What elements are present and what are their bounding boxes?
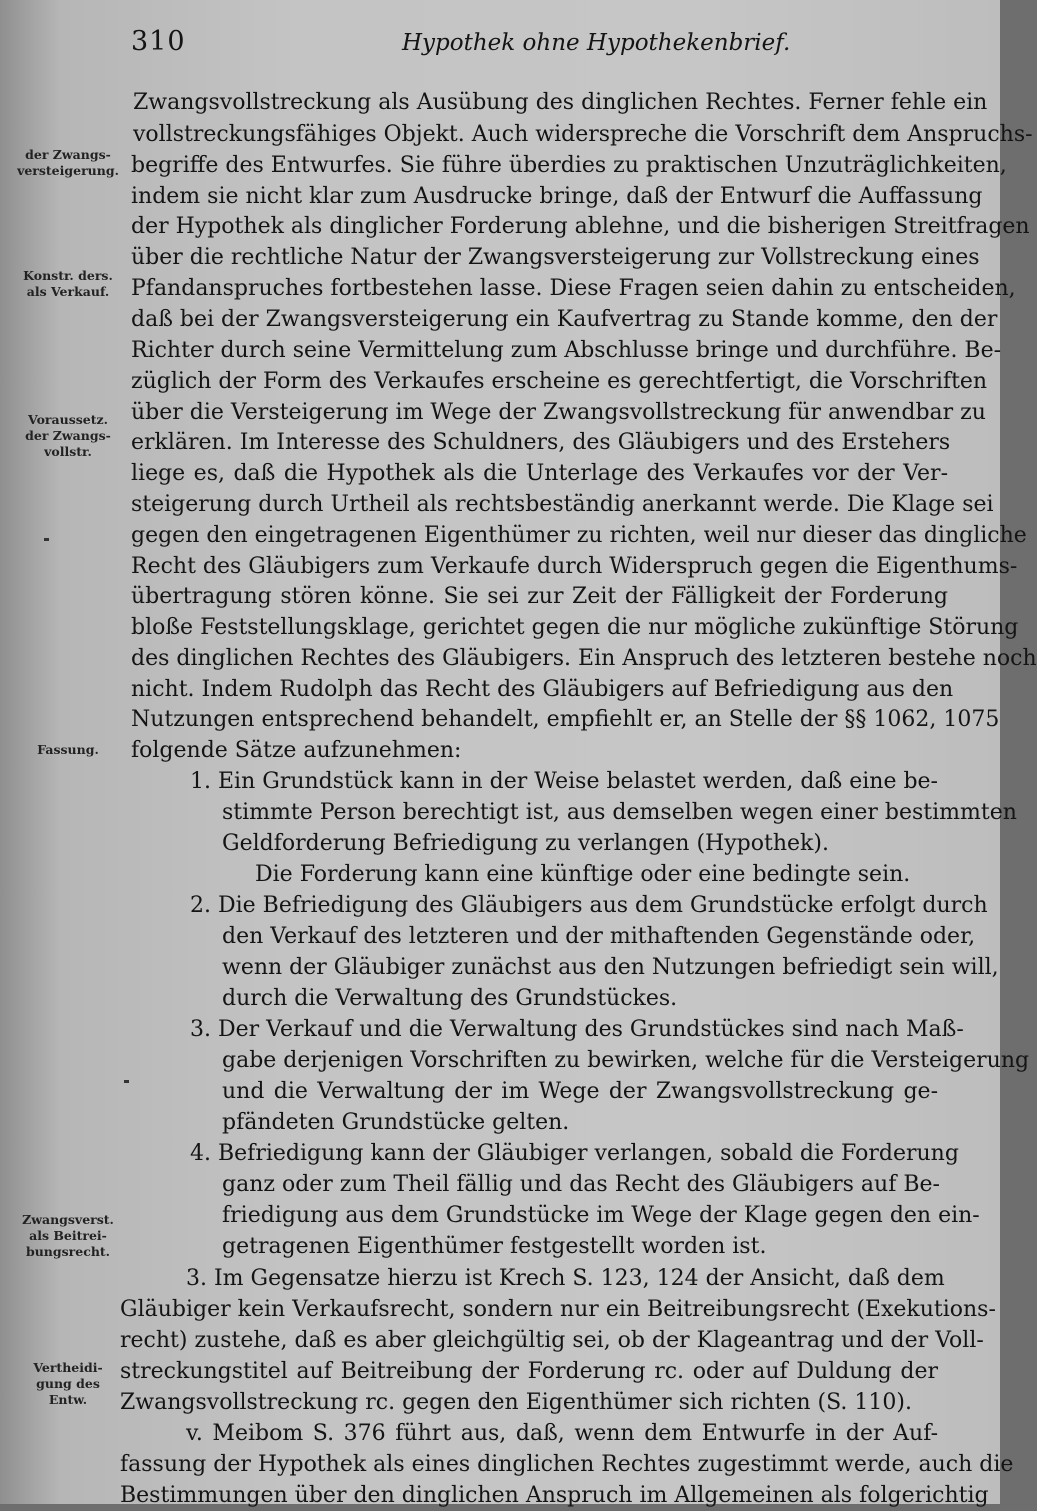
- text-line: recht) zustehe, daß es aber gleichgültig sei, ob der Klageantrag und der Voll-: [120, 1328, 984, 1353]
- list-item-4: 4. Befriedigung kann der Gläubiger verlangen, sobald die Forderung: [190, 1141, 959, 1166]
- text-line: erklären. Im Interesse des Schuldners, des Gläubigers und des Erstehers: [131, 430, 951, 455]
- text-line: Geldforderung Befriedigung zu verlangen (Hypothek).: [222, 831, 829, 856]
- text-line: 3. Im Gegensatze hierzu ist Krech S. 123, 124 der Ansicht, daß dem: [186, 1266, 945, 1291]
- text-line: fassung der Hypothek als eines dinglichen Rechtes zugestimmt werde, auch die: [120, 1452, 1014, 1477]
- margin-note: Voraussetz. der Zwangs- vollstr.: [25, 412, 111, 459]
- text-line: Zwangsvollstreckung rc. gegen den Eigenthümer sich richten (S. 110).: [120, 1390, 912, 1415]
- text-line: Pfandanspruches fortbestehen lasse. Diese Fragen seien dahin zu entscheiden,: [131, 276, 1016, 301]
- text-line: über die Versteigerung im Wege der Zwangsvollstreckung für anwendbar zu: [131, 400, 986, 425]
- text-line: über die rechtliche Natur der Zwangsversteigerung zur Vollstreckung eines: [131, 245, 980, 270]
- text-line: gabe derjenigen Vorschriften zu bewirken, welche für die Versteigerung: [222, 1048, 1030, 1073]
- text-line: Gläubiger kein Verkaufsrecht, sondern nur ein Beitreibungsrecht (Exekutions-: [120, 1297, 996, 1322]
- text-line: Nutzungen entsprechend behandelt, empfiehlt er, an Stelle der §§ 1062, 1075: [131, 707, 1000, 732]
- margin-note: Vertheidi- gung des Entw.: [33, 1360, 103, 1407]
- text-line: getragenen Eigenthümer festgestellt worden ist.: [222, 1234, 767, 1259]
- list-item-3: 3. Der Verkauf und die Verwaltung des Grundstückes sind nach Maß-: [190, 1017, 964, 1042]
- text-line: begriffe des Entwurfes. Sie führe überdies zu praktischen Unzuträglichkeiten,: [131, 153, 1007, 178]
- page-number: 310: [131, 26, 186, 57]
- margin-note: Fassung.: [37, 742, 99, 757]
- running-title: Hypothek ohne Hypothekenbrief.: [402, 30, 791, 56]
- text-line: vollstreckungsfähiges Objekt. Auch widerspreche die Vorschrift dem Anspruchs-: [133, 122, 1033, 147]
- text-line: übertragung stören könne. Sie sei zur Zeit der Fälligkeit der Forderung: [131, 584, 948, 609]
- text-line: Richter durch seine Vermittelung zum Abschlusse bringe und durchführe. Be-: [131, 338, 1002, 363]
- list-item-1: 1. Ein Grundstück kann in der Weise belastet werden, daß eine be-: [190, 769, 938, 794]
- text-line: streckungstitel auf Beitreibung der Forderung rc. oder auf Duldung der: [120, 1359, 938, 1384]
- text-line: wenn der Gläubiger zunächst aus den Nutzungen befriedigt sein will,: [222, 955, 999, 980]
- text-line: daß bei der Zwangsversteigerung ein Kaufvertrag zu Stande komme, den der: [131, 307, 998, 332]
- text-line: Die Forderung kann eine künftige oder eine bedingte sein.: [255, 862, 911, 887]
- text-line: züglich der Form des Verkaufes erscheine es gerechtfertigt, die Vorschriften: [131, 369, 988, 394]
- list-item-2: 2. Die Befriedigung des Gläubigers aus dem Grundstücke erfolgt durch: [190, 893, 988, 918]
- margin-note: Zwangsverst. als Beitrei- bungsrecht.: [22, 1212, 114, 1259]
- text-line: Recht des Gläubigers zum Verkaufe durch Widerspruch gegen die Eigenthums-: [131, 554, 1018, 579]
- text-line: ganz oder zum Theil fällig und das Recht des Gläubigers auf Be-: [222, 1172, 940, 1197]
- text-line: steigerung durch Urtheil als rechtsbeständig anerkannt werde. Die Klage sei: [131, 492, 994, 517]
- text-line: Bestimmungen über den dinglichen Anspruch im Allgemeinen als folgerichtig: [120, 1483, 989, 1508]
- text-line: friedigung aus dem Grundstücke im Wege der Klage gegen den ein-: [222, 1203, 980, 1228]
- text-line: nicht. Indem Rudolph das Recht des Gläubigers auf Befriedigung aus den: [131, 677, 954, 702]
- text-line: folgende Sätze aufzunehmen:: [131, 738, 462, 763]
- text-line: stimmte Person berechtigt ist, aus demselben wegen einer bestimmten: [222, 800, 1017, 825]
- ink-speck: [44, 538, 49, 541]
- text-line: der Hypothek als dinglicher Forderung ablehne, und die bisherigen Streitfragen: [131, 214, 1030, 239]
- text-line: Zwangsvollstreckung als Ausübung des dinglichen Rechtes. Ferner fehle ein: [133, 90, 988, 115]
- margin-note: der Zwangs- versteigerung.: [17, 147, 119, 178]
- text-line: gegen den eingetragenen Eigenthümer zu richten, weil nur dieser das dingliche: [131, 523, 1027, 548]
- text-line: des dinglichen Rechtes des Gläubigers. Ein Anspruch des letzteren bestehe noch: [131, 646, 1037, 671]
- text-line: und die Verwaltung der im Wege der Zwangsvollstreckung ge-: [222, 1079, 938, 1104]
- page-header: [0, 26, 1000, 62]
- text-line: den Verkauf des letzteren und der mithaftenden Gegenstände oder,: [222, 924, 976, 949]
- ink-speck: [124, 1080, 129, 1083]
- text-line: bloße Feststellungsklage, gerichtet gegen die nur mögliche zukünftige Störung: [131, 615, 1019, 640]
- text-line: pfändeten Grundstücke gelten.: [222, 1110, 570, 1135]
- text-line: liege es, daß die Hypothek als die Unterlage des Verkaufes vor der Ver-: [131, 461, 948, 486]
- margin-note: Konstr. ders. als Verkauf.: [23, 268, 113, 299]
- text-line: v. Meibom S. 376 führt aus, daß, wenn dem Entwurfe in der Auf-: [186, 1421, 938, 1446]
- text-line: indem sie nicht klar zum Ausdrucke bringe, daß der Entwurf die Auffassung: [131, 184, 983, 209]
- text-line: durch die Verwaltung des Grundstückes.: [222, 986, 678, 1011]
